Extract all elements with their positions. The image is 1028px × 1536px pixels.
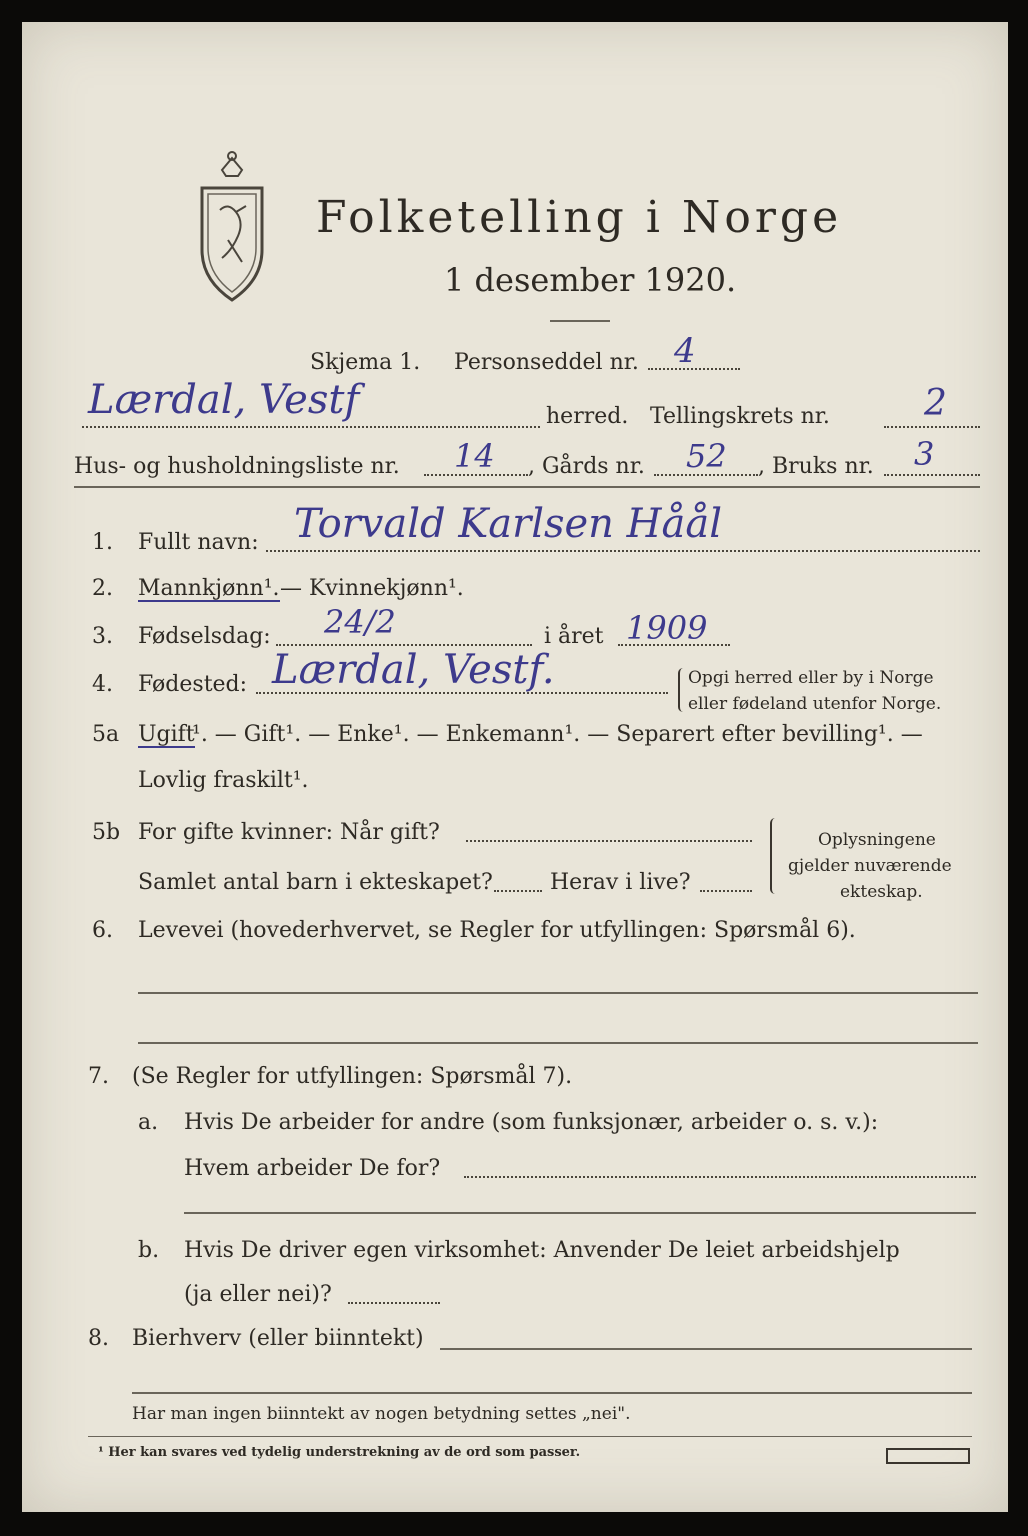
q6-label: Levevei (hovederhvervet, se Regler for utfyllingen: Spørsmål 6). — [138, 918, 856, 943]
q7a-dots — [464, 1176, 976, 1178]
printer-stamp — [886, 1448, 970, 1464]
tellingskrets-dots — [884, 426, 980, 428]
q5a-line2: Lovlig fraskilt¹. — [138, 768, 309, 793]
tellingskrets-label: Tellingskrets nr. — [650, 404, 830, 429]
title-divider — [550, 320, 610, 322]
gards-value: 52 — [686, 437, 727, 475]
q1-value: Torvald Karlsen Håål — [294, 501, 723, 547]
q1-dots — [266, 550, 980, 552]
q3-year-label: i året — [544, 624, 604, 649]
q3-value: 24/2 — [324, 603, 396, 641]
footnote: ¹ Her kan svares ved tydelig understrekning av de ord som passer. — [98, 1445, 581, 1460]
q8-label: Bierhverv (eller biinntekt) — [132, 1326, 424, 1351]
q4-note-line1: Opgi herred eller by i Norge — [688, 668, 934, 688]
q7a-label: Hvis De arbeider for andre (som funksjonær, arbeider o. s. v.): — [184, 1110, 879, 1135]
q6-answer-line2 — [138, 1042, 978, 1044]
q5b-note-line1: Oplysningene — [818, 830, 936, 850]
q5b-brace — [770, 818, 780, 894]
footnote-rule — [88, 1436, 972, 1437]
herred-dots — [82, 426, 540, 428]
q5b-children-dots — [494, 890, 542, 892]
q1-number: 1. — [92, 530, 113, 555]
hus-label: Hus- og husholdningsliste nr. — [74, 454, 400, 479]
q5b-label-married: For gifte kvinner: Når gift? — [138, 820, 440, 845]
q2-rest: — Kvinnekjønn¹. — [280, 576, 464, 601]
q5b-married-dots — [466, 840, 752, 842]
gards-label: , Gårds nr. — [528, 454, 645, 479]
q6-number: 6. — [92, 918, 113, 943]
q7b-letter: b. — [138, 1238, 160, 1263]
q7a-label2: Hvem arbeider De for? — [184, 1156, 441, 1181]
q5a-number: 5a — [92, 722, 120, 747]
q7-label: (Se Regler for utfyllingen: Spørsmål 7). — [132, 1064, 573, 1089]
q5a-options: ¹. — Gift¹. — Enke¹. — Enkemann¹. — Separert efter bevilling¹. — — [192, 722, 923, 747]
q4-label: Fødested: — [138, 672, 248, 697]
q5b-note-line2: gjelder nuværende — [788, 856, 952, 876]
q1-label: Fullt navn: — [138, 530, 259, 555]
tellingskrets-value: 2 — [924, 383, 947, 424]
q7a-answer-line — [184, 1212, 976, 1214]
q2-number: 2. — [92, 576, 113, 601]
q5a-ugift: Ugift — [138, 722, 195, 747]
q3-dots — [276, 644, 532, 646]
q5b-label-children: Samlet antal barn i ekteskapet? — [138, 870, 493, 895]
q6-answer-line1 — [138, 992, 978, 994]
q5b-label-alive: Herav i live? — [550, 870, 691, 895]
skjema-label: Skjema 1. — [310, 350, 421, 375]
bruks-value: 3 — [914, 435, 935, 473]
q7-number: 7. — [88, 1064, 109, 1089]
q5b-number: 5b — [92, 820, 121, 845]
q4-value: Lærdal, Vestf. — [272, 647, 555, 693]
form-title: Folketelling i Norge — [316, 192, 843, 243]
q8-answer-line1 — [440, 1348, 972, 1350]
census-form-sheet — [22, 22, 1008, 1512]
biinntekt-note: Har man ingen biinntekt av nogen betydning settes „nei". — [132, 1404, 631, 1424]
herred-label: herred. — [546, 404, 629, 429]
q7a-letter: a. — [138, 1110, 159, 1135]
bruks-dots — [884, 474, 980, 476]
bruks-label: , Bruks nr. — [758, 454, 874, 479]
q5b-note-line3: ekteskap. — [840, 882, 923, 902]
q3-number: 3. — [92, 624, 113, 649]
personseddel-value: 4 — [674, 331, 696, 371]
hus-value: 14 — [454, 437, 495, 475]
form-date: 1 desember 1920. — [444, 261, 737, 299]
personseddel-label: Personseddel nr. — [454, 350, 639, 375]
q8-answer-line2 — [132, 1392, 972, 1394]
herred-value: Lærdal, Vestf — [88, 377, 360, 423]
q4-note-line2: eller fødeland utenfor Norge. — [688, 694, 942, 714]
q4-brace — [678, 668, 688, 712]
q7b-dots — [348, 1302, 440, 1304]
header-rule — [74, 486, 980, 488]
q8-number: 8. — [88, 1326, 109, 1351]
q3-label: Fødselsdag: — [138, 624, 271, 649]
q5b-alive-dots — [700, 890, 752, 892]
q7b-label: Hvis De driver egen virksomhet: Anvender De leiet arbeidshjelp — [184, 1238, 900, 1263]
q7b-label2: (ja eller nei)? — [184, 1282, 332, 1307]
q4-number: 4. — [92, 672, 113, 697]
coat-of-arms-icon — [192, 140, 272, 310]
q3-year-value: 1909 — [626, 609, 708, 647]
q2-mannkjonn: Mannkjønn¹. — [138, 576, 280, 601]
